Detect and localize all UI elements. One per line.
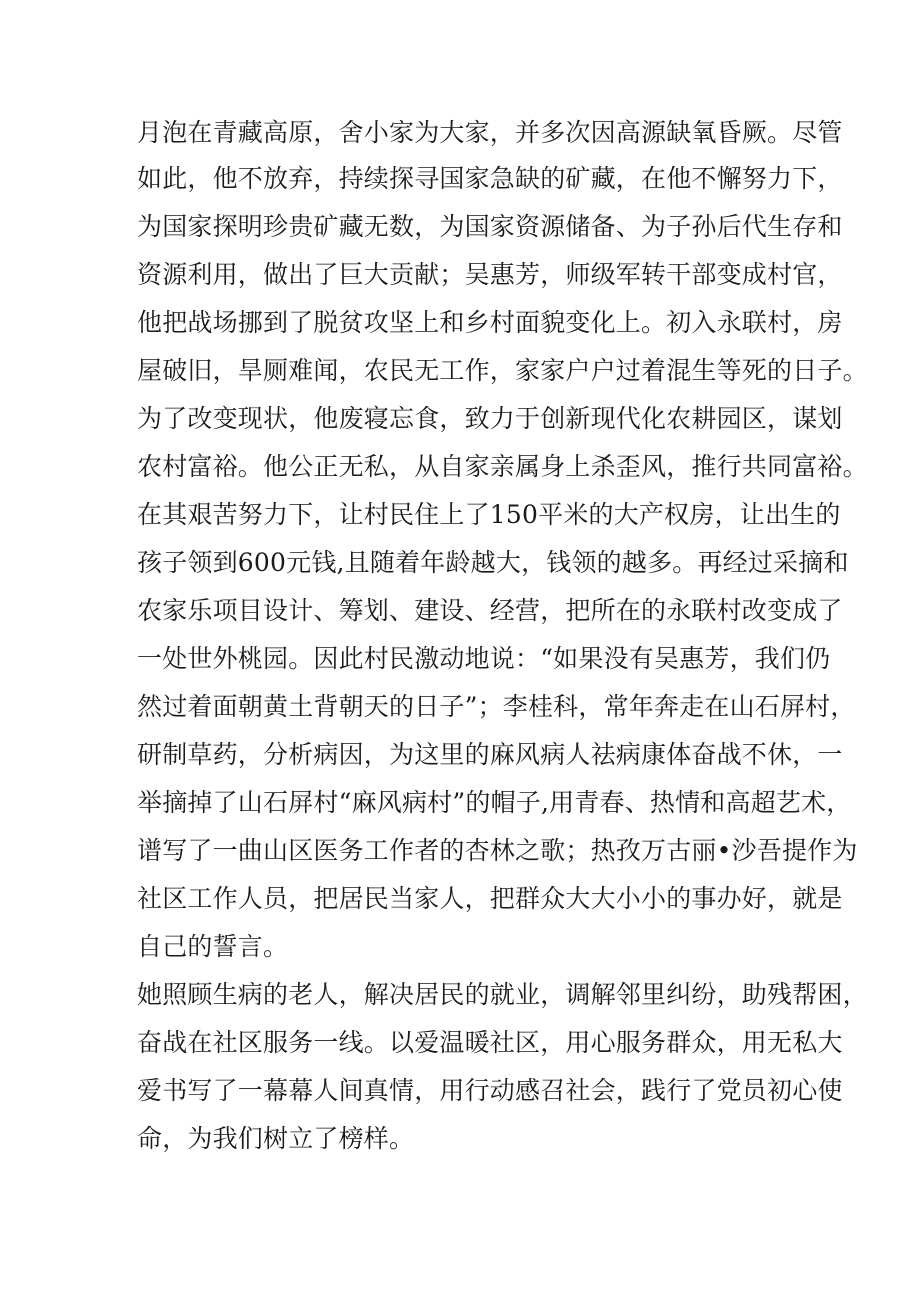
text-line: 然过着面朝黄土背朝天的日子”；李桂科，常年奔走在山石屏村， xyxy=(137,692,856,721)
text-line: 命，为我们树立了榜样。 xyxy=(137,1124,415,1153)
text-line: 一处世外桃园。因此村民激动地说：“如果没有吴惠芳，我们仍 xyxy=(137,644,831,673)
text-line: 研制草药，分析病因，为这里的麻风病人祛病康体奋战不休，一 xyxy=(137,740,843,769)
text-line: 奋战在社区服务一线。以爱温暖社区，用心服务群众，用无私大 xyxy=(137,1028,843,1057)
text-line: 爱书写了一幕幕人间真情，用行动感召社会，践行了党员初心使 xyxy=(137,1076,843,1105)
text-line: 为国家探明珍贵矿藏无数，为国家资源储备、为子孙后代生存和 xyxy=(137,212,843,241)
text-line: 社区工作人员，把居民当家人，把群众大大小小的事办好，就是 xyxy=(137,884,843,913)
text-line: 为了改变现状，他废寝忘食，致力于创新现代化农耕园区，谋划 xyxy=(137,404,843,433)
text-line: 屋破旧，旱厕难闻，农民无工作，家家户户过着混生等死的日子。 xyxy=(137,356,868,385)
text-line: 孩子领到600元钱,且随着年龄越大，钱领的越多。再经过采摘和 xyxy=(137,548,849,577)
text-line: 他把战场挪到了脱贫攻坚上和乡村面貌变化上。初入永联村，房 xyxy=(137,308,843,337)
text-line: 举摘掉了山石屏村“麻风病村”的帽子,用青春、热情和高超艺术， xyxy=(137,788,852,817)
text-line: 农村富裕。他公正无私，从自家亲属身上杀歪风，推行共同富裕。 xyxy=(137,452,868,481)
text-line: 自己的誓言。 xyxy=(137,932,289,961)
text-line: 如此，他不放弃，持续探寻国家急缺的矿藏，在他不懈努力下， xyxy=(137,164,843,193)
text-line: 农家乐项目设计、筹划、建设、经营，把所在的永联村改变成了 xyxy=(137,596,843,625)
text-line: 资源利用，做出了巨大贡献；吴惠芳，师级军转干部变成村官， xyxy=(137,260,843,289)
text-line: 在其艰苦努力下，让村民住上了150平米的大产权房，让出生的 xyxy=(137,500,841,529)
text-line: 月泡在青藏高原，舍小家为大家，并多次因高源缺氧昏厥。尽管 xyxy=(137,118,843,147)
text-line: 谱写了一曲山区医务工作者的杏林之歌；热孜万古丽•沙吾提作为 xyxy=(137,836,858,865)
text-line: 她照顾生病的老人，解决居民的就业，调解邻里纠纷，助残帮困， xyxy=(137,980,868,1009)
